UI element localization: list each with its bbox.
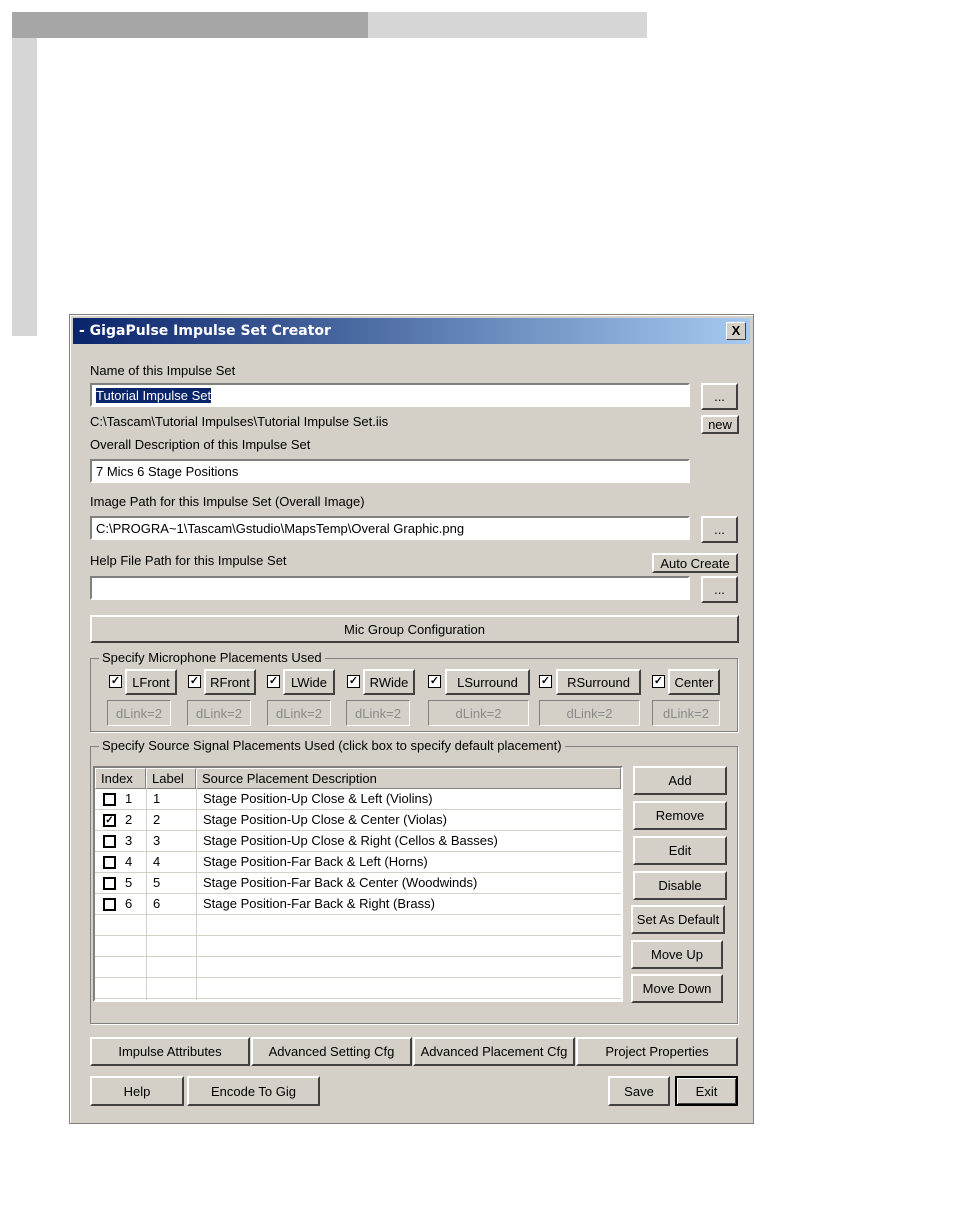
mic-lsurround-button[interactable]: LSurround [445, 669, 530, 695]
mic-center-button[interactable]: Center [668, 669, 720, 695]
mic-lfront-checkbox[interactable]: ✓ [110, 675, 121, 687]
decorative-side-bar [12, 38, 37, 336]
row-description: Stage Position-Up Close & Center (Violas) [203, 812, 447, 827]
help-button[interactable]: Help [90, 1076, 184, 1106]
row-label: 5 [153, 875, 161, 890]
row-label: 1 [153, 791, 161, 806]
row-description: Stage Position-Far Back & Center (Woodwinds) [203, 875, 478, 890]
mic-center-checkbox[interactable]: ✓ [653, 675, 664, 687]
row-description: Stage Position-Far Back & Left (Horns) [203, 854, 428, 869]
impulse-attributes-button[interactable]: Impulse Attributes [90, 1037, 250, 1066]
help-path-input[interactable] [90, 576, 690, 600]
row-description: Stage Position-Far Back & Right (Brass) [203, 896, 435, 911]
column-header-label[interactable]: Label [146, 768, 196, 789]
mic-rsurround-button[interactable]: RSurround [556, 669, 641, 695]
row-index: 2 [125, 812, 133, 827]
mic-lwide-dlink: dLink=2 [267, 700, 331, 726]
window-title: - GigaPulse Impulse Set Creator [79, 323, 331, 339]
auto-create-button[interactable]: Auto Create [652, 553, 738, 573]
add-button[interactable]: Add [633, 766, 727, 795]
row-index: 4 [125, 854, 133, 869]
row-index: 6 [125, 896, 133, 911]
mic-placements-legend: Specify Microphone Placements Used [99, 650, 325, 665]
mic-lsurround-dlink: dLink=2 [428, 700, 529, 726]
row-index: 3 [125, 833, 133, 848]
exit-button[interactable]: Exit [675, 1076, 738, 1106]
move-down-button[interactable]: Move Down [631, 974, 723, 1003]
default-placement-checkbox[interactable] [103, 898, 116, 911]
mic-rfront-checkbox[interactable]: ✓ [189, 675, 200, 687]
table-header [95, 768, 621, 789]
disable-button[interactable]: Disable [633, 871, 727, 900]
row-label: 2 [153, 812, 161, 827]
advanced-placement-cfg-button[interactable]: Advanced Placement Cfg [413, 1037, 575, 1066]
row-label: 4 [153, 854, 161, 869]
source-placements-legend: Specify Source Signal Placements Used (click box to specify default placement) [99, 738, 565, 753]
mic-rwide-checkbox[interactable]: ✓ [348, 675, 359, 687]
description-input[interactable]: 7 Mics 6 Stage Positions [90, 459, 690, 483]
default-placement-checkbox[interactable] [103, 856, 116, 869]
mic-lwide-button[interactable]: LWide [283, 669, 335, 695]
remove-button[interactable]: Remove [633, 801, 727, 830]
table-row-empty[interactable] [95, 915, 621, 936]
name-value: Tutorial Impulse Set [96, 388, 212, 403]
row-label: 3 [153, 833, 161, 848]
table-row[interactable] [95, 894, 621, 915]
mic-center-dlink: dLink=2 [652, 700, 720, 726]
column-header-description[interactable]: Source Placement Description [196, 768, 621, 789]
close-button[interactable]: X [726, 322, 746, 340]
help-path-label: Help File Path for this Impulse Set [90, 553, 287, 568]
edit-button[interactable]: Edit [633, 836, 727, 865]
mic-lfront-button[interactable]: LFront [125, 669, 177, 695]
mic-rwide-dlink: dLink=2 [346, 700, 410, 726]
title-bar[interactable] [73, 318, 750, 344]
mic-lwide-checkbox[interactable]: ✓ [268, 675, 279, 687]
table-row-empty[interactable] [95, 978, 621, 999]
name-label: Name of this Impulse Set [90, 363, 236, 378]
name-browse-button[interactable]: ... [701, 383, 738, 410]
row-index: 1 [125, 791, 133, 806]
help-path-browse-button[interactable]: ... [701, 576, 738, 603]
impulse-set-creator-dialog [69, 314, 754, 1124]
default-placement-checkbox[interactable]: ✓ [103, 814, 116, 827]
image-path-browse-button[interactable]: ... [701, 516, 738, 543]
advanced-setting-cfg-button[interactable]: Advanced Setting Cfg [251, 1037, 412, 1066]
row-index: 5 [125, 875, 133, 890]
image-path-label: Image Path for this Impulse Set (Overall Image) [90, 494, 365, 509]
name-input[interactable] [90, 383, 690, 407]
table-row[interactable] [95, 852, 621, 873]
set-as-default-button[interactable]: Set As Default [631, 905, 725, 934]
row-description: Stage Position-Up Close & Right (Cellos & Basses) [203, 833, 498, 848]
new-button[interactable]: new [701, 415, 739, 434]
default-placement-checkbox[interactable] [103, 877, 116, 890]
description-label: Overall Description of this Impulse Set [90, 437, 311, 452]
impulse-set-path: C:\Tascam\Tutorial Impulses\Tutorial Impulse Set.iis [90, 414, 389, 429]
row-description: Stage Position-Up Close & Left (Violins) [203, 791, 433, 806]
table-row-empty[interactable] [95, 936, 621, 957]
mic-rfront-dlink: dLink=2 [187, 700, 251, 726]
table-row[interactable] [95, 789, 621, 810]
row-label: 6 [153, 896, 161, 911]
table-row[interactable] [95, 810, 621, 831]
image-path-input[interactable]: C:\PROGRA~1\Tascam\Gstudio\MapsTemp\Overal Graphic.png [90, 516, 690, 540]
table-row[interactable] [95, 831, 621, 852]
table-row[interactable] [95, 873, 621, 894]
encode-to-gig-button[interactable]: Encode To Gig [187, 1076, 320, 1106]
project-properties-button[interactable]: Project Properties [576, 1037, 738, 1066]
mic-group-config-button[interactable]: Mic Group Configuration [90, 615, 739, 643]
mic-rsurround-checkbox[interactable]: ✓ [540, 675, 551, 687]
table-row-empty[interactable] [95, 957, 621, 978]
column-header-index[interactable]: Index [95, 768, 146, 789]
move-up-button[interactable]: Move Up [631, 940, 723, 969]
mic-rwide-button[interactable]: RWide [363, 669, 415, 695]
mic-lsurround-checkbox[interactable]: ✓ [429, 675, 440, 687]
mic-rsurround-dlink: dLink=2 [539, 700, 640, 726]
decorative-header-bar [12, 12, 368, 38]
save-button[interactable]: Save [608, 1076, 670, 1106]
mic-rfront-button[interactable]: RFront [204, 669, 256, 695]
mic-lfront-dlink: dLink=2 [107, 700, 171, 726]
source-placements-table [93, 766, 623, 1002]
default-placement-checkbox[interactable] [103, 793, 116, 806]
decorative-header-bar-light [368, 12, 647, 38]
default-placement-checkbox[interactable] [103, 835, 116, 848]
